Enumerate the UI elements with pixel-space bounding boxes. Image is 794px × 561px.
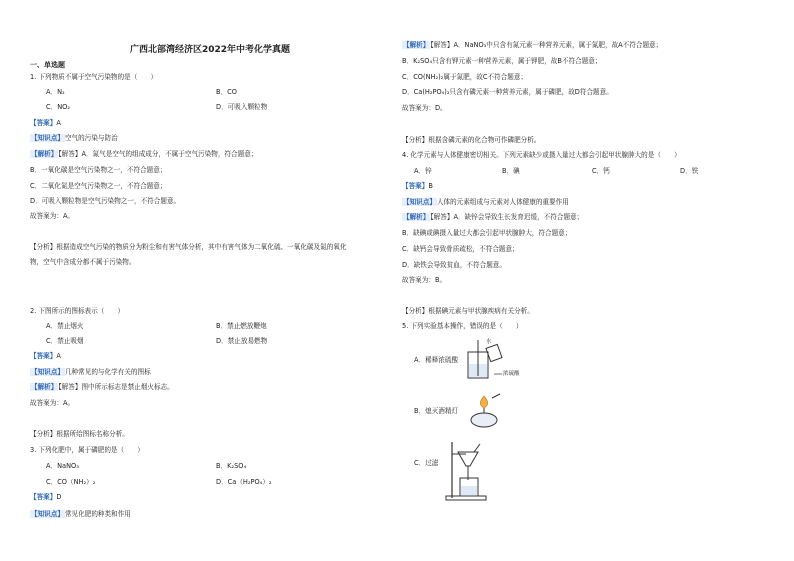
q3-option-b: B．K₂SO₄ bbox=[216, 462, 247, 470]
q3-knowledge-point bbox=[30, 510, 131, 519]
q4-fenxi: 【分析】根据碘元素与甲状腺疾病有关分析。 bbox=[402, 307, 534, 315]
q2-knowledge-point bbox=[30, 368, 151, 377]
q4-answer bbox=[402, 182, 433, 191]
answer-value: B bbox=[428, 182, 433, 190]
q4-analysis-3: C．缺钙会导致骨质疏松，不符合题意； bbox=[402, 245, 519, 253]
q4-stem: 4. 化学元素与人体健康密切相关。下列元素缺少或摄入量过大都会引起甲状腺肿大的是（ ） bbox=[402, 151, 681, 159]
kp-value: 常见化肥的种类和作用 bbox=[64, 510, 131, 518]
q3-option-c: C．CO（NH₂）₂ bbox=[46, 478, 96, 486]
jx-tag: 【解析】 bbox=[403, 41, 430, 49]
jx-text: 【解答】A．NaNO₃中只含有氮元素一种营养元素，属于氮肥，故A不符合题意； bbox=[430, 41, 663, 49]
q4-option-b: B．碘 bbox=[502, 167, 520, 175]
q2-analysis bbox=[30, 383, 174, 392]
q4-option-a: A．锌 bbox=[414, 167, 432, 175]
q2-option-d: D．禁止放易燃物 bbox=[216, 337, 268, 345]
answer-value: D bbox=[56, 493, 62, 501]
q1-stem: 1. 下列物质不属于空气污染物的是（ ） bbox=[30, 73, 158, 81]
jx-text: 【解答】A．氮气是空气的组成成分，不属于空气污染物，符合题意； bbox=[58, 150, 258, 158]
q3-option-a: A．NaNO₃ bbox=[46, 462, 79, 470]
q1-option-b: B．CO bbox=[216, 88, 237, 96]
water-label: 水 bbox=[486, 339, 492, 345]
q3-analysis-1 bbox=[402, 41, 662, 50]
q3-analysis-2: B．K₂SO₄只含有钾元素一种营养元素，属于钾肥，故B不符合题意； bbox=[402, 57, 602, 65]
q4-option-c: C．钙 bbox=[592, 167, 610, 175]
q1-analysis-3: C．二氧化氮是空气污染物之一，不符合题意； bbox=[30, 182, 167, 190]
jx-tag: 【解析】 bbox=[31, 150, 58, 158]
q1-option-d: D．可吸入颗粒物 bbox=[216, 103, 268, 111]
jx-tag: 【解析】 bbox=[31, 383, 58, 391]
q5-option-a: A．稀释浓硫酸 bbox=[414, 356, 459, 364]
q3-option-d: D．Ca（H₂PO₄）₂ bbox=[216, 478, 272, 486]
q2-stem: 2. 下图所示的图标表示（ ） bbox=[30, 307, 125, 315]
jx-tag: 【解析】 bbox=[403, 213, 430, 221]
alcohol-lamp-illustration bbox=[464, 392, 504, 430]
q2-answer bbox=[30, 352, 61, 361]
kp-tag: 【知识点】 bbox=[31, 510, 64, 518]
acid-label: 浓硫酸 bbox=[503, 371, 520, 377]
q5-option-b: B．熄灭酒精灯 bbox=[414, 407, 459, 415]
q1-option-a: A．N₂ bbox=[46, 88, 65, 96]
q1-analysis-5: 故答案为：A。 bbox=[30, 212, 75, 220]
q2-option-b: B．禁止燃放鞭炮 bbox=[216, 322, 267, 330]
answer-tag: 【答案】 bbox=[30, 119, 57, 127]
q1-fenxi-1: 【分析】根据造成空气污染的物质分为粉尘和有害气体分析，其中有害气体为二氧化硫、一氧化碳及氮的氧化 bbox=[30, 243, 347, 251]
jx-text: 【解答】A．缺锌会导致生长发育迟缓，不符合题意； bbox=[430, 213, 584, 221]
jx-text: 【解答】图中所示标志是禁止烟火标志。 bbox=[58, 383, 174, 391]
kp-tag: 【知识点】 bbox=[31, 368, 64, 376]
kp-value: 空气的污染与防治 bbox=[64, 134, 118, 142]
q1-analysis-4: D．可吸入颗粒物是空气污染物之一，不符合题意。 bbox=[30, 197, 181, 205]
q1-analysis-1 bbox=[30, 150, 257, 159]
kp-tag: 【知识点】 bbox=[31, 134, 64, 142]
q3-analysis-4: D．Ca(H₂PO₄)₂只含有磷元素一种营养元素，属于磷肥，故D符合题意。 bbox=[402, 88, 613, 96]
kp-tag: 【知识点】 bbox=[403, 198, 436, 206]
answer-tag: 【答案】 bbox=[402, 182, 429, 190]
page-title: 广西北部湾经济区2022年中考化学真题 bbox=[130, 45, 291, 55]
q4-analysis-1 bbox=[402, 213, 583, 222]
kp-value: 几种常见的与化学有关的图标 bbox=[64, 368, 151, 376]
filtration-illustration bbox=[444, 440, 494, 502]
answer-tag: 【答案】 bbox=[30, 493, 57, 501]
q1-analysis-2: B．一氧化碳是空气污染物之一，不符合题意； bbox=[30, 166, 167, 174]
q4-analysis-2: B．缺碘或碘摄入量过大都会引起甲状腺肿大，符合题意； bbox=[402, 229, 572, 237]
q4-analysis-5: 故答案为：B。 bbox=[402, 276, 447, 284]
q1-option-c: C．NO₂ bbox=[46, 103, 70, 111]
q3-analysis-3: C．CO(NH₂)₂属于氮肥，故C不符合题意； bbox=[402, 73, 528, 81]
q5-option-c: C．过滤 bbox=[414, 459, 439, 467]
q3-analysis-5: 故答案为：D。 bbox=[402, 104, 447, 112]
q2-answer-end: 故答案为：A。 bbox=[30, 399, 75, 407]
q4-knowledge-point bbox=[402, 198, 569, 207]
q3-stem: 3. 下列化肥中，属于磷肥的是（ ） bbox=[30, 446, 144, 454]
q5-stem: 5. 下列实验基本操作，错误的是（ ） bbox=[402, 322, 523, 330]
section-heading: 一、单选题 bbox=[30, 61, 65, 69]
q4-option-d: D．铁 bbox=[680, 167, 699, 175]
q1-fenxi-2: 物，空气中含成分都不属于污染物。 bbox=[30, 258, 136, 266]
answer-tag: 【答案】 bbox=[30, 352, 57, 360]
q2-option-c: C．禁止吸烟 bbox=[46, 337, 84, 345]
q1-answer bbox=[30, 119, 61, 128]
q2-option-a: A．禁止烟火 bbox=[46, 322, 84, 330]
q2-fenxi: 【分析】根据所给图标名称分析。 bbox=[30, 430, 129, 438]
q1-knowledge-point bbox=[30, 134, 118, 143]
answer-value: A bbox=[56, 119, 61, 127]
q3-answer bbox=[30, 493, 61, 502]
answer-value: A bbox=[56, 352, 61, 360]
q3-fenxi: 【分析】根据含磷元素的化合物可作磷肥分析。 bbox=[402, 136, 541, 144]
kp-value: 人体的元素组成与元素对人体健康的重要作用 bbox=[436, 198, 569, 206]
q4-analysis-4: D．缺铁会导致贫血，不符合题意。 bbox=[402, 261, 506, 269]
